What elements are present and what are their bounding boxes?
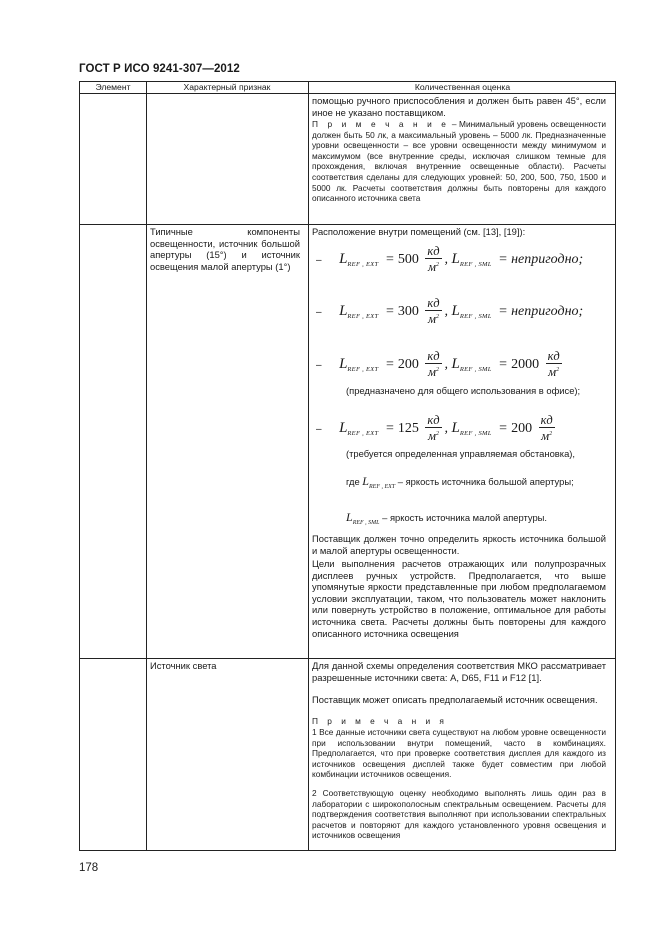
column-header-evaluation: Количественная оценка [414,82,511,92]
row2-paragraph-2: Цели выполнения расчетов отражающих или полупрозрачных дисплеев ручных устройств. Предполагается, что выше упомянутые яркости представленные при любом предполагаемом условии эксплуатации, таком, что пользователь может наклонить или повернуть устройство в положение, оптимальное для работы источника света. Расчеты должны быть повторены для каждого описанного источника освещения [312,558,606,639]
where-sml: $L_{REF , SML}$ – яркость источника малой апертуры. [346,510,548,526]
row3-paragraph-2: Поставщик может описать предполагаемый источник освещения. [312,694,598,705]
row-divider [80,224,615,225]
row3-notes-label: П р и м е ч а н и я [312,716,448,726]
formula-3-note: (предназначено для общего использования в офисе); [346,385,581,396]
row2-paragraph-1: Поставщик должен точно определить яркость источника большой и малой апертуры освещенности. [312,533,606,556]
column-divider [308,82,309,850]
row1-note [312,119,606,204]
note-label: П р и м е ч а н и е [312,119,450,129]
row-divider [80,658,615,659]
note-text: – Минимальный уровень освещенности должен быть 50 лк, а максимальный уровень – 5000 лк. Предназначенные уровни освещенности – все уровни освещенности между минимумом и максимумом (все внутренние среды, исключая слишком темные для прохождения, включая внутренние освещенные области). Расчеты соответствия сделаны для следующих уровней: 50, 200, 500, 750, 1500 и 5000 лк. Расчеты соответствия должны быть повторены для каждого описанного источника света [312,119,606,204]
row3-feature: Источник света [150,660,217,671]
column-header-element: Элемент [95,82,131,92]
row2-intro: Расположение внутри помещений (см. [13], [19]): [312,226,526,237]
row3-paragraph-1: Для данной схемы определения соответствия МКО рассматривает разрешенные источники света: А, D65, F11 и F12 [1]. [312,660,606,683]
row1-text: помощью ручного приспособления и должен быть равен 45°, если иное не указано поставщиком. [312,95,606,118]
formula-4: – $L_{REF , EXT} = 125$ $\frac{кд}{м^2}$ , $L_{REF , SML} = 200$ $\frac{кд}{м^2}$ [316,413,553,444]
page-number: 178 [79,862,99,874]
row3-note-1: 1 Все данные источники света существуют на любом уровне освещенности при использовании внутри помещений, часто в комбинациях. Предполагается, что при проверке соответствия дисплея для каждого из источников освещения дисплей также будет совместим при любой комбинации источников освещения. [312,727,606,780]
formula-2: – $L_{REF , EXT} = 300$ $\frac{кд}{м^2}$ , $L_{REF , SML}$ = непригодно; [316,296,584,327]
row3-note-2: 2 Соответствующую оценку необходимо выполнять лишь один раз в лаборатории с широкополосным спектральным освещением. Расчеты для подтверждения соответствия выполняют при использовании спектральных расчетов и повторяют для каждого установленного уровня освещения и источников освещения [312,788,606,841]
header-row-divider [80,93,615,94]
formula-1: – $L_{REF , EXT} = 500$ $\frac{кд}{м^2}$ , $L_{REF , SML}$ = непригодно; [316,244,584,275]
formula-3: – $L_{REF , EXT} = 200$ $\frac{кд}{м^2}$ , $L_{REF , SML} = 2000$ $\frac{кд}{м^2}$ [316,349,560,380]
formula-4-note: (требуется определенная управляемая обстановка), [346,448,576,459]
row2-feature: Типичные компоненты освещенности, источник большой апертуры (15°) и источник освещения малой апертуры (1°) [150,226,300,272]
column-header-feature: Характерный признак [183,82,271,92]
where-ext: где $L_{REF , EXT}$ – яркость источника большой апертуры; [346,474,574,490]
column-divider [146,82,147,850]
document-header: ГОСТ Р ИСО 9241-307—2012 [79,63,240,75]
requirements-table [79,81,616,851]
